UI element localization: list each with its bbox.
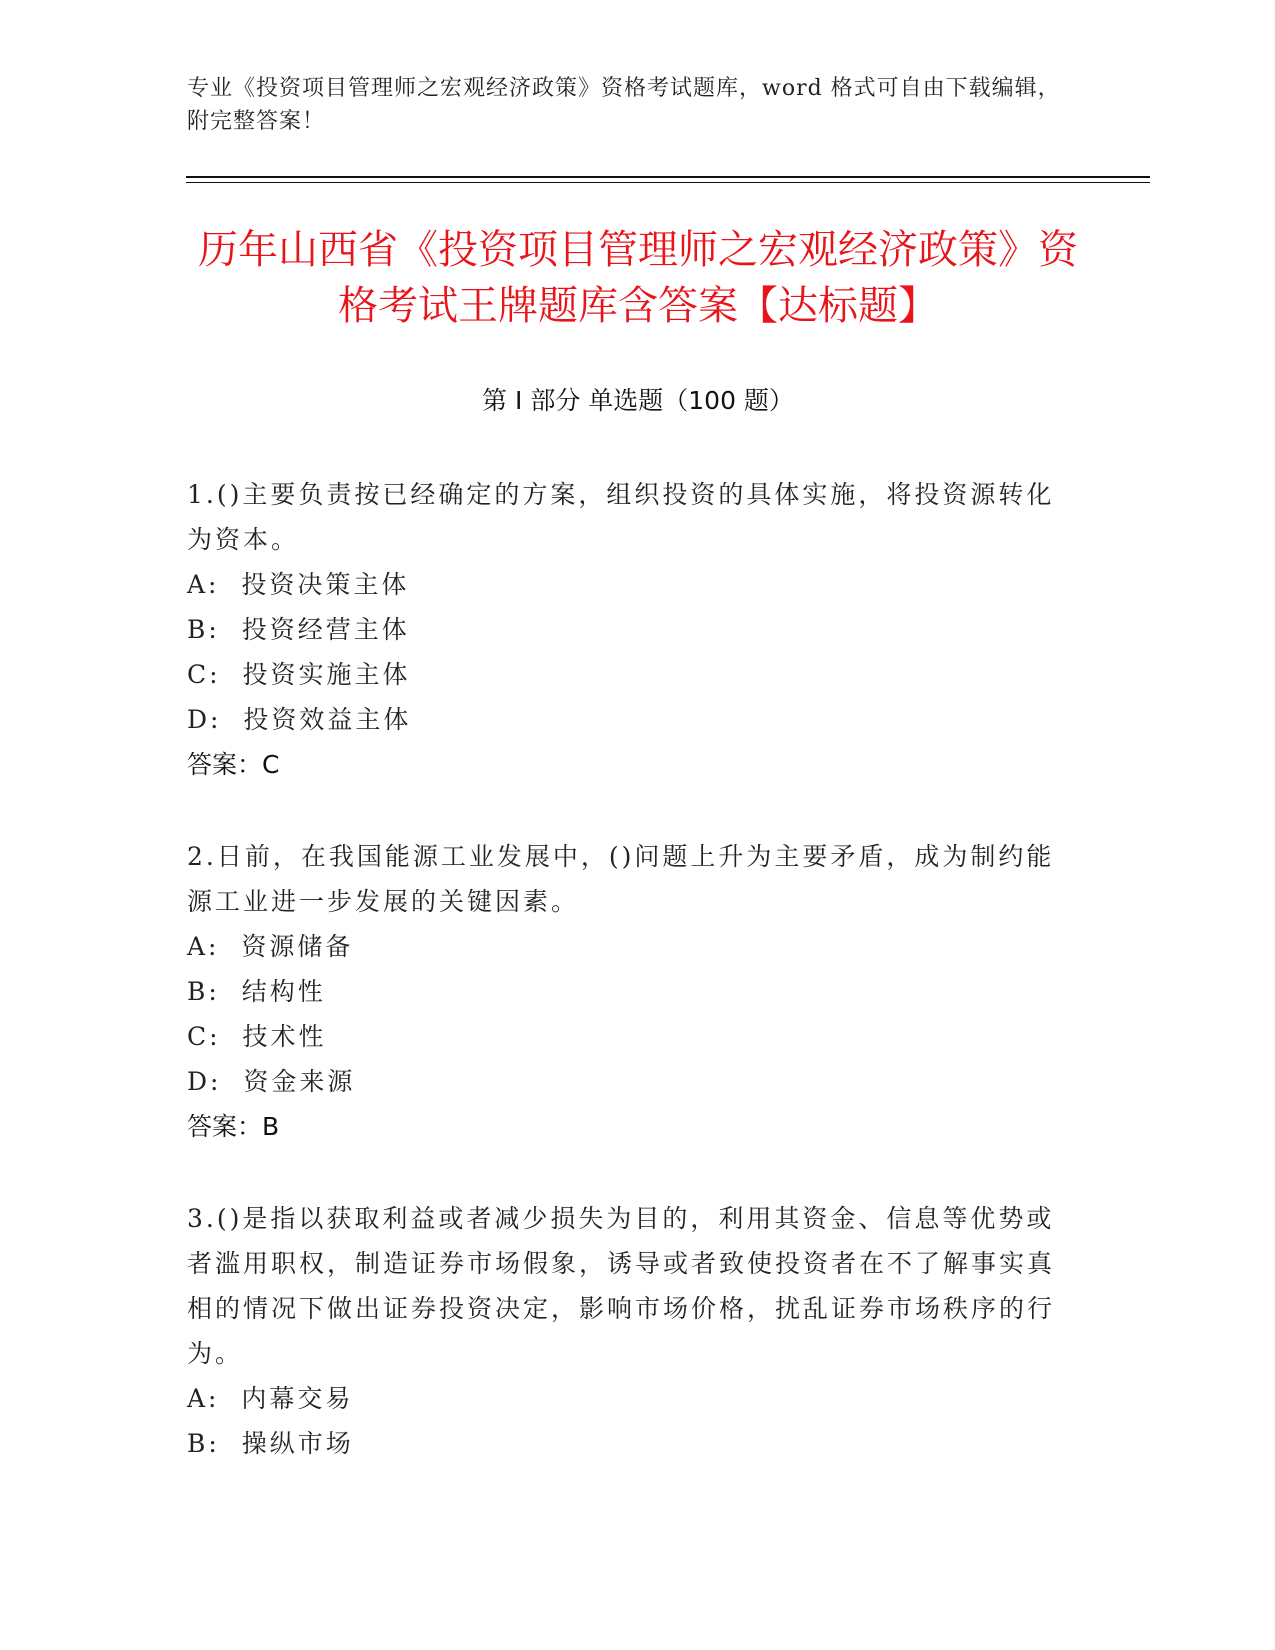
document-title: 历年山西省《投资项目管理师之宏观经济政策》资格考试王牌题库含答案【达标题】 <box>198 227 1078 329</box>
option-d: D: 资金来源 <box>187 1067 356 1096</box>
question-text: 3.()是指以获取利益或者减少损失为目的，利用其资金、信息等优势或者滥用职权，制造证券市场假象，诱导或者致使投资者在不了解事实真相的情况下做出证券投资决定，影响市场价格，扰乱证券市场秩序的行为。 <box>187 1204 1056 1368</box>
header-divider-thin <box>186 182 1150 183</box>
section-title: 第 I 部分 单选题（100 题） <box>482 386 794 415</box>
answer-text: 答案：B <box>187 1112 280 1141</box>
option-b: B: 结构性 <box>187 977 326 1006</box>
option-b: B: 操纵市场 <box>187 1429 354 1458</box>
option-c: C: 投资实施主体 <box>187 660 411 689</box>
question-text: 2.日前，在我国能源工业发展中，()问题上升为主要矛盾，成为制约能源工业进一步发展的关键因素。 <box>187 842 1055 916</box>
option-b: B: 投资经营主体 <box>187 615 410 644</box>
header-note: 专业《投资项目管理师之宏观经济政策》资格考试题库，word 格式可自由下载编辑，附完整答案！ <box>187 76 1061 134</box>
option-a: A: 投资决策主体 <box>187 570 410 599</box>
option-a: A: 内幕交易 <box>187 1384 354 1413</box>
question-2 <box>187 834 1067 1149</box>
question-1 <box>187 472 1067 787</box>
option-d: D: 投资效益主体 <box>187 705 412 734</box>
question-3 <box>187 1196 1067 1466</box>
header-divider-thick <box>186 176 1150 178</box>
option-c: C: 技术性 <box>187 1022 327 1051</box>
question-text: 1.()主要负责按已经确定的方案，组织投资的具体实施，将投资源转化为资本。 <box>187 480 1055 554</box>
option-a: A: 资源储备 <box>187 932 354 961</box>
answer-text: 答案：C <box>187 750 280 779</box>
